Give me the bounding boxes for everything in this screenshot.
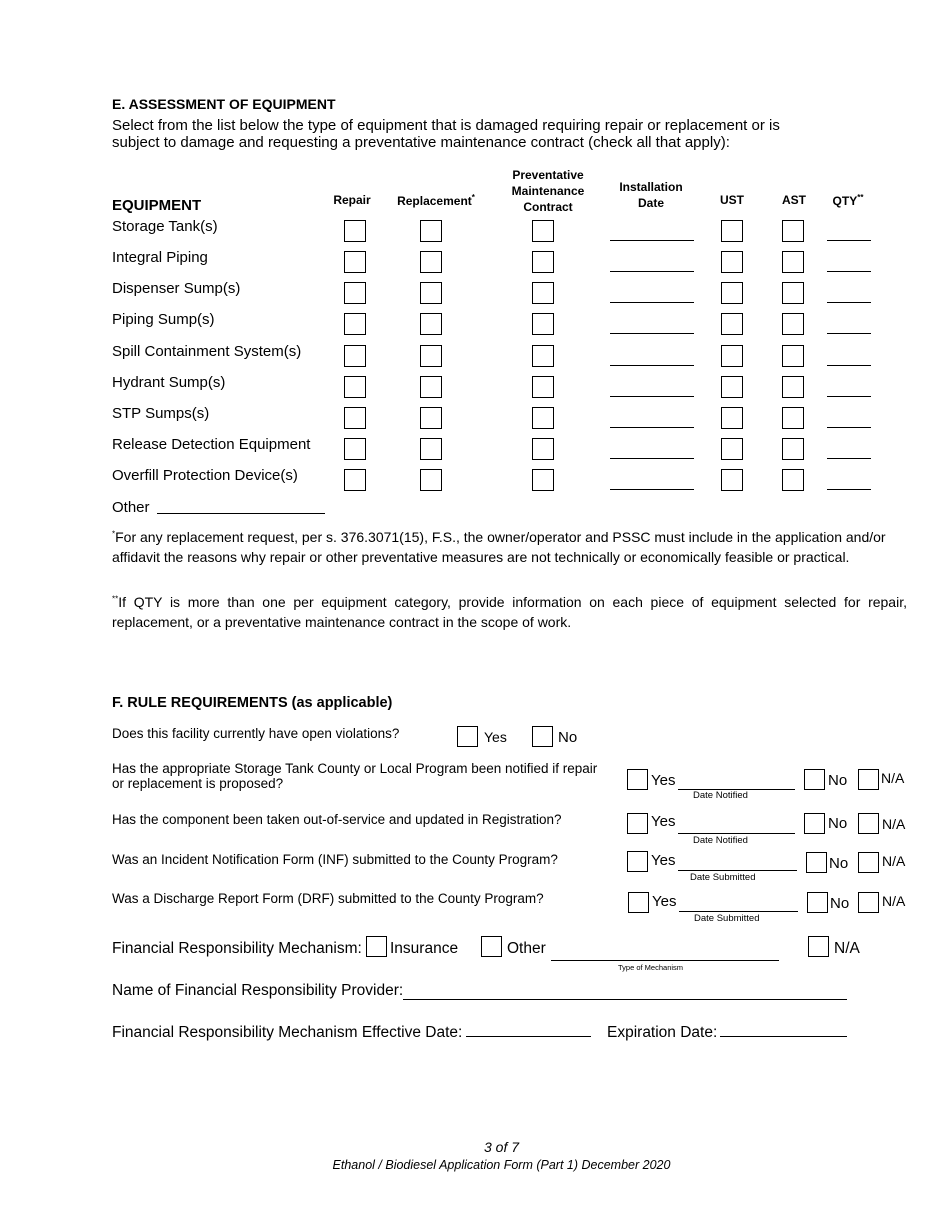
pmc-checkbox[interactable] [532,282,554,304]
out-of-service-na-label: N/A [882,816,906,832]
pmc-checkbox[interactable] [532,345,554,367]
question-program-notified-2: or replacement is proposed? [112,776,284,791]
replacement-checkbox[interactable] [420,282,442,304]
qty-line[interactable] [827,333,871,334]
qty-line[interactable] [827,271,871,272]
fr-provider-line[interactable] [403,999,847,1000]
installation-date-line[interactable] [610,489,694,490]
column-header-pmc: Preventative Maintenance Contract [511,168,585,214]
qty-line[interactable] [827,458,871,459]
installation-date-line[interactable] [610,396,694,397]
ust-checkbox[interactable] [721,313,743,335]
column-header-ast: AST [782,193,806,207]
footnote-replacement-1: *For any replacement request, per s. 376.3071(15), F.S., the owner/operator and PSSC must include in the application and/or [112,529,886,545]
column-header-replacement: Replacement* [397,193,475,208]
replacement-checkbox[interactable] [420,251,442,273]
program-notified-date-caption: Date Notified [693,790,748,801]
qty-line[interactable] [827,302,871,303]
section-e-instructions-2: subject to damage and requesting a preventative maintenance contract (check all that apply): [112,134,730,151]
qty-line[interactable] [827,427,871,428]
ust-checkbox[interactable] [721,345,743,367]
program-notified-yes-label: Yes [651,772,676,789]
repair-checkbox[interactable] [344,220,366,242]
ast-checkbox[interactable] [782,282,804,304]
ast-checkbox[interactable] [782,438,804,460]
equipment-label: Hydrant Sump(s) [112,374,226,391]
ast-checkbox[interactable] [782,251,804,273]
fr-effective-date-label: Financial Responsibility Mechanism Effective Date: [112,1024,463,1041]
fr-insurance-checkbox[interactable] [366,936,387,957]
out-of-service-yes-checkbox[interactable] [627,813,648,834]
fr-effective-date-line[interactable] [466,1036,591,1037]
ast-checkbox[interactable] [782,469,804,491]
equipment-label: STP Sumps(s) [112,405,210,422]
qty-line[interactable] [827,489,871,490]
repair-checkbox[interactable] [344,438,366,460]
out-of-service-no-checkbox[interactable] [804,813,825,834]
drf-submitted-date-caption: Date Submitted [694,913,760,924]
fr-type-of-mechanism-caption: Type of Mechanism [618,963,684,972]
equipment-label: Piping Sump(s) [112,311,215,328]
replacement-checkbox[interactable] [420,376,442,398]
ust-checkbox[interactable] [721,282,743,304]
fr-mechanism-label: Financial Responsibility Mechanism: [112,940,362,957]
out-of-service-yes-label: Yes [651,813,676,830]
ast-checkbox[interactable] [782,345,804,367]
program-notified-na-label: N/A [881,770,905,786]
replacement-checkbox[interactable] [420,407,442,429]
program-notified-na-checkbox[interactable] [858,769,879,790]
installation-date-line[interactable] [610,365,694,366]
ast-checkbox[interactable] [782,407,804,429]
installation-date-line[interactable] [610,458,694,459]
footer-form-name: Ethanol / Biodiesel Application Form (Part 1) December 2020 [332,1158,671,1172]
fr-other-checkbox[interactable] [481,936,502,957]
other-input-line[interactable] [157,513,325,514]
equipment-label: Integral Piping [112,249,208,266]
installation-date-line[interactable] [610,271,694,272]
replacement-checkbox[interactable] [420,345,442,367]
replacement-checkbox[interactable] [420,438,442,460]
column-header-equipment: EQUIPMENT [112,197,202,214]
fr-expiration-date-line[interactable] [720,1036,847,1037]
question-program-notified-1: Has the appropriate Storage Tank County or Local Program been notified if repair [112,761,598,776]
replacement-checkbox[interactable] [420,469,442,491]
drf-submitted-na-label: N/A [882,893,906,909]
section-e-instructions-1: Select from the list below the type of equipment that is damaged requiring repair or replacement or is [112,117,780,134]
fr-insurance-label: Insurance [390,940,459,957]
ast-checkbox[interactable] [782,376,804,398]
fr-provider-label: Name of Financial Responsibility Provider: [112,982,404,999]
question-drf-submitted: Was a Discharge Report Form (DRF) submitted to the County Program? [112,891,544,906]
equipment-label: Release Detection Equipment [112,436,311,453]
equipment-label: Spill Containment System(s) [112,343,302,360]
qty-line[interactable] [827,240,871,241]
out-of-service-date-caption: Date Notified [693,835,748,846]
column-header-qty: QTY** [832,193,864,208]
fr-expiration-date-label: Expiration Date: [607,1024,718,1041]
column-header-repair: Repair [333,193,371,207]
section-e-title: E. ASSESSMENT OF EQUIPMENT [112,96,336,112]
out-of-service-na-checkbox[interactable] [858,813,879,834]
drf-submitted-date-line[interactable] [679,911,798,912]
qty-line[interactable] [827,365,871,366]
other-label: Other [112,499,150,516]
open-violations-yes-label: Yes [484,729,507,745]
installation-date-line[interactable] [610,240,694,241]
pmc-checkbox[interactable] [532,407,554,429]
inf-submitted-yes-label: Yes [651,852,676,869]
ust-checkbox[interactable] [721,251,743,273]
column-header-ust: UST [720,193,744,207]
repair-checkbox[interactable] [344,345,366,367]
pmc-checkbox[interactable] [532,313,554,335]
inf-submitted-yes-checkbox[interactable] [627,851,648,872]
installation-date-line[interactable] [610,427,694,428]
open-violations-no-label: No [558,729,578,746]
ust-checkbox[interactable] [721,220,743,242]
equipment-label: Storage Tank(s) [112,218,218,235]
pmc-checkbox[interactable] [532,376,554,398]
pmc-checkbox[interactable] [532,251,554,273]
installation-date-line[interactable] [610,333,694,334]
out-of-service-no-label: No [828,815,848,832]
footnote-qty-1: **If QTY is more than one per equipment category, provide information on each piece of equipment selected for repair, [112,594,907,610]
question-inf-submitted: Was an Incident Notification Form (INF) submitted to the County Program? [112,852,558,867]
inf-submitted-na-checkbox[interactable] [858,852,879,873]
ust-checkbox[interactable] [721,438,743,460]
equipment-label: Dispenser Sump(s) [112,280,241,297]
column-header-installation-date: Installation Date [619,180,683,210]
open-violations-no-checkbox[interactable] [532,726,553,747]
repair-checkbox[interactable] [344,251,366,273]
program-notified-no-label: No [828,772,848,789]
qty-line[interactable] [827,396,871,397]
drf-submitted-no-label: No [830,895,850,912]
pmc-checkbox[interactable] [532,220,554,242]
question-out-of-service: Has the component been taken out-of-service and updated in Registration? [112,812,562,827]
question-open-violations: Does this facility currently have open violations? [112,726,400,741]
pmc-checkbox[interactable] [532,438,554,460]
fr-na-label: N/A [834,940,860,957]
repair-checkbox[interactable] [344,376,366,398]
out-of-service-date-line[interactable] [678,833,795,834]
fr-na-checkbox[interactable] [808,936,829,957]
equipment-label: Overfill Protection Device(s) [112,467,298,484]
repair-checkbox[interactable] [344,282,366,304]
ust-checkbox[interactable] [721,469,743,491]
pmc-checkbox[interactable] [532,469,554,491]
ust-checkbox[interactable] [721,376,743,398]
replacement-checkbox[interactable] [420,313,442,335]
ast-checkbox[interactable] [782,220,804,242]
footer-page-number: 3 of 7 [483,1139,520,1155]
repair-checkbox[interactable] [344,469,366,491]
inf-submitted-na-label: N/A [882,853,906,869]
inf-submitted-date-line[interactable] [678,870,797,871]
drf-submitted-no-checkbox[interactable] [807,892,828,913]
repair-checkbox[interactable] [344,313,366,335]
drf-submitted-yes-label: Yes [652,893,677,910]
drf-submitted-yes-checkbox[interactable] [628,892,649,913]
footnote-qty-2: replacement, or a preventative maintenance contract in the scope of work. [112,614,572,630]
open-violations-yes-checkbox[interactable] [457,726,478,747]
installation-date-line[interactable] [610,302,694,303]
inf-submitted-no-label: No [829,855,849,872]
inf-submitted-date-caption: Date Submitted [690,872,756,883]
repair-checkbox[interactable] [344,407,366,429]
ast-checkbox[interactable] [782,313,804,335]
fr-type-of-mechanism-line[interactable] [551,960,779,961]
drf-submitted-na-checkbox[interactable] [858,892,879,913]
ust-checkbox[interactable] [721,407,743,429]
program-notified-no-checkbox[interactable] [804,769,825,790]
inf-submitted-no-checkbox[interactable] [806,852,827,873]
replacement-checkbox[interactable] [420,220,442,242]
fr-other-label: Other [507,940,546,957]
section-f-title: F. RULE REQUIREMENTS (as applicable) [112,695,393,711]
program-notified-yes-checkbox[interactable] [627,769,648,790]
footnote-replacement-2: affidavit the reasons why repair or other preventative measures are not technically or economically feasible or practical. [112,549,850,565]
